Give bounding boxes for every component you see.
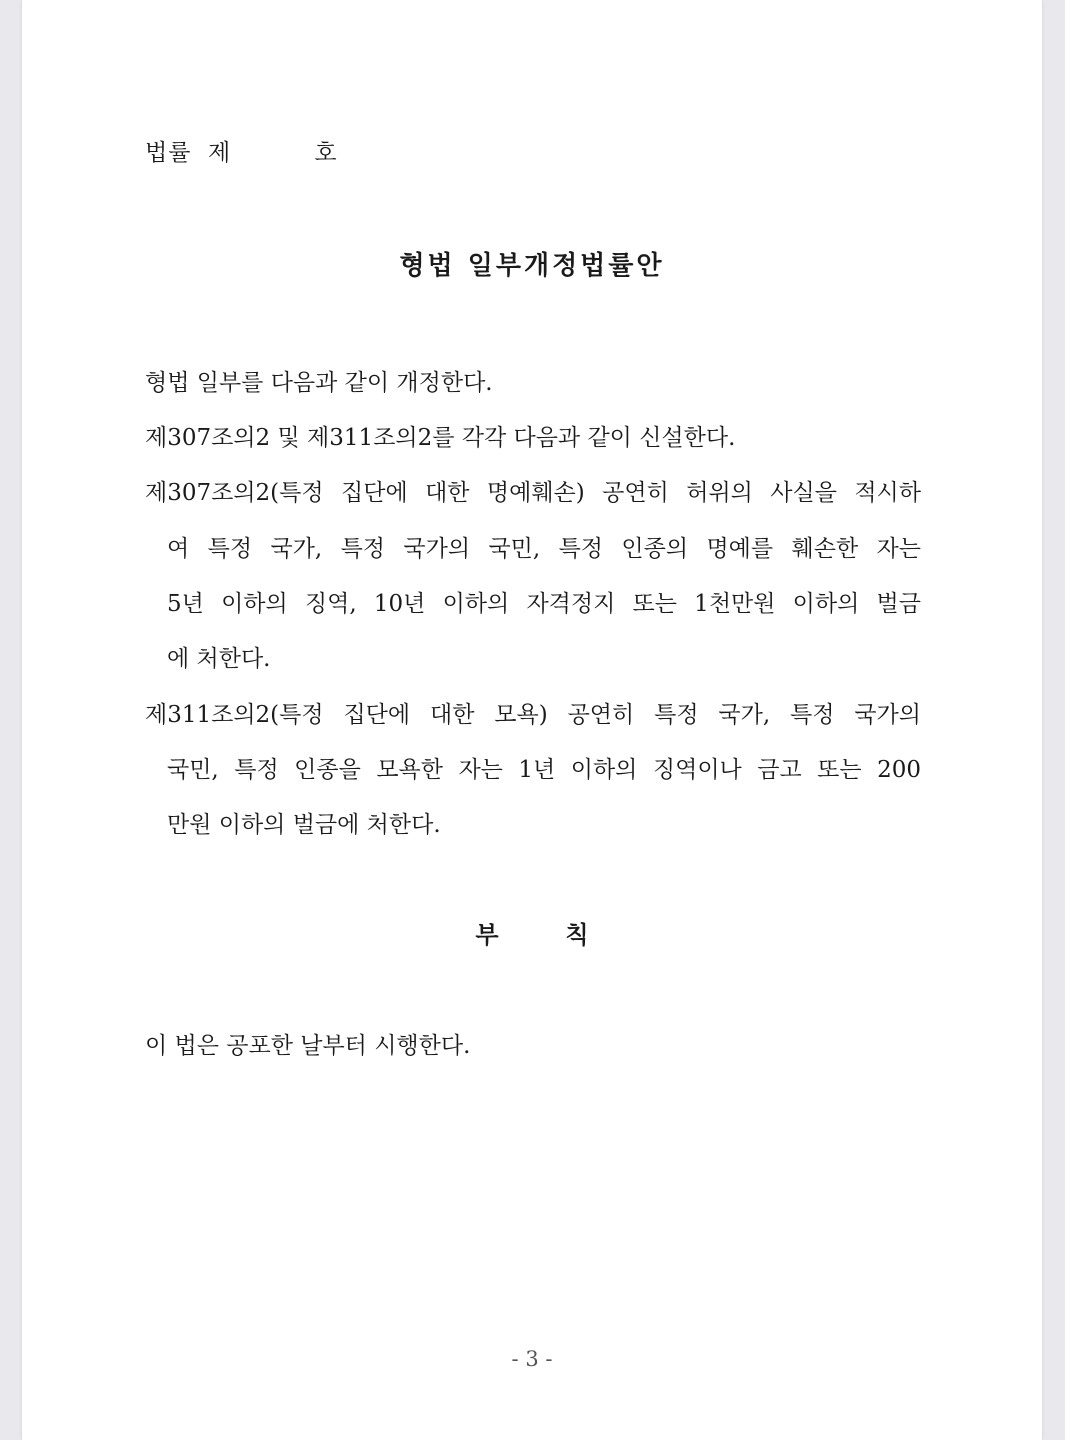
page-number: - 3 - bbox=[511, 1347, 553, 1371]
article-307-2-heading: 제307조의2(특정 집단에 대한 명예훼손) 공연히 허위의 사실을 적시하 bbox=[145, 480, 921, 506]
article-307-2-body: 여 특정 국가, 특정 국가의 국민, 특정 인종의 명예를 훼손한 자는 bbox=[167, 536, 921, 562]
bill-title: 형법 일부개정법률안 bbox=[399, 251, 665, 281]
body-line: 형법 일부를 다음과 같이 개정한다. bbox=[145, 370, 493, 396]
article-307-2-body: 5년 이하의 징역, 10년 이하의 자격정지 또는 1천만원 이하의 벌금 bbox=[167, 591, 921, 617]
body-line: 제307조의2 및 제311조의2를 각각 다음과 같이 신설한다. bbox=[145, 425, 736, 451]
article-311-2-body: 만원 이하의 벌금에 처한다. bbox=[167, 812, 441, 838]
article-311-2-heading: 제311조의2(특정 집단에 대한 모욕) 공연히 특정 국가, 특정 국가의 bbox=[145, 702, 921, 728]
document-page bbox=[22, 0, 1042, 1440]
law-number: 법률 제 호 bbox=[145, 140, 338, 166]
article-311-2-body: 국민, 특정 인종을 모욕한 자는 1년 이하의 징역이나 금고 또는 200 bbox=[167, 757, 921, 783]
addendum-title: 부 칙 bbox=[475, 920, 589, 949]
addendum-text: 이 법은 공포한 날부터 시행한다. bbox=[145, 1033, 471, 1059]
article-307-2-body: 에 처한다. bbox=[167, 646, 271, 672]
